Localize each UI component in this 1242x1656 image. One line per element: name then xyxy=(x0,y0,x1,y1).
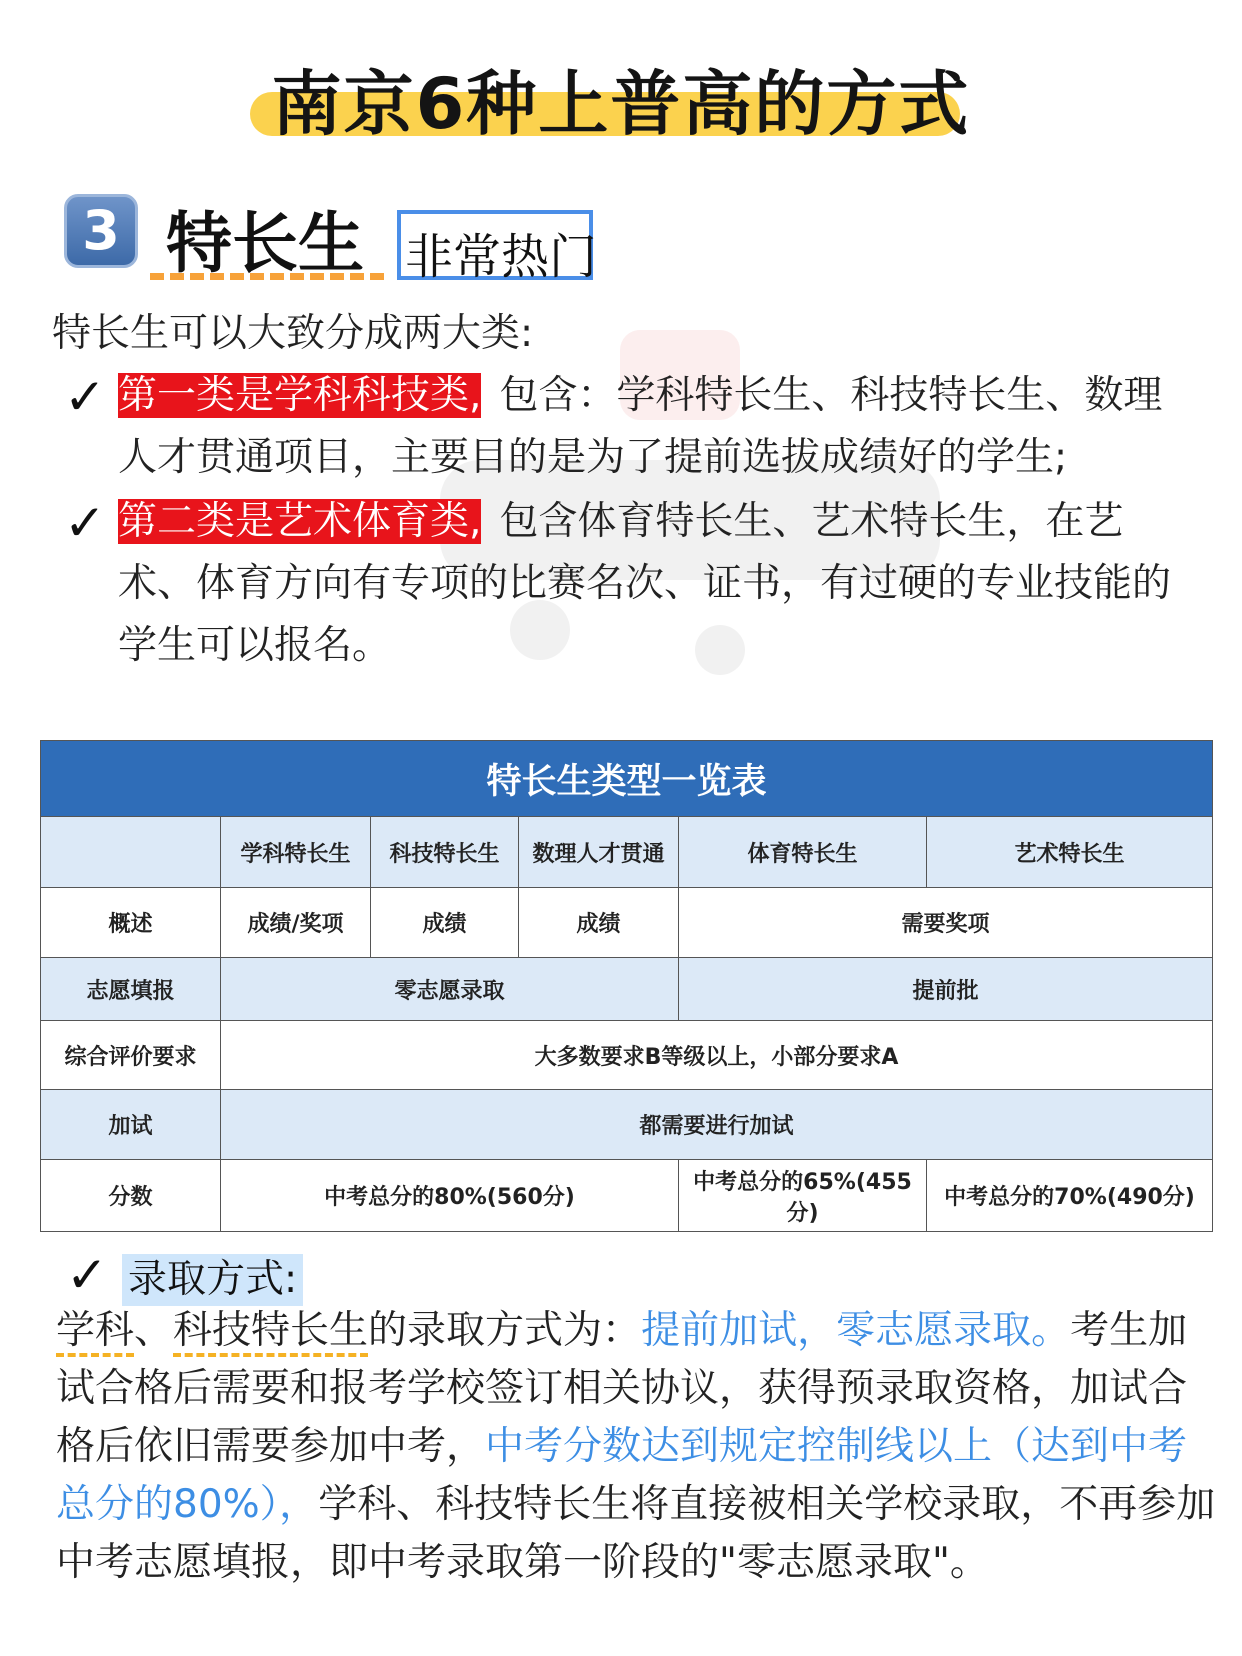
section-title-underline xyxy=(150,273,384,280)
blue-highlight-text: 提前加试，零志愿录取。 xyxy=(641,1308,1071,1353)
title-wrap xyxy=(0,48,1242,149)
underlined-term: 学科 xyxy=(56,1308,134,1357)
talent-type-table xyxy=(40,740,1213,1232)
intro-item2-rest: 包含体育特长生、艺术特长生，在艺 xyxy=(499,499,1124,544)
row-label: 加试 xyxy=(41,1090,221,1160)
column-header: 体育特长生 xyxy=(679,817,927,888)
table-cell: 成绩/奖项 xyxy=(221,888,371,958)
admission-paragraph xyxy=(56,1302,1216,1592)
table-row xyxy=(41,1021,1213,1090)
row-label: 分数 xyxy=(41,1160,221,1232)
column-header: 学科特长生 xyxy=(221,817,371,888)
paragraph-text: 学科、科技特长生将直接被相关学校录取，不再参加中考志愿填报，即中考录取第一阶段的"零志愿录取"。 xyxy=(56,1482,1216,1585)
blue-highlight-text: 中考分数达到规定控制线以上（达到中考总分的80%）， xyxy=(56,1424,1188,1527)
intro-item1-rest: 包含：学科特长生、科技特长生、数理 xyxy=(499,373,1163,418)
intro-item1-line2: 人才贯通项目，主要目的是为了提前选拔成绩好的学生; xyxy=(118,435,1068,480)
admission-label: 录取方式: xyxy=(122,1254,303,1306)
table-cell: 中考总分的80%(560分) xyxy=(221,1160,679,1232)
column-header: 数理人才贯通 xyxy=(519,817,679,888)
table-header-row xyxy=(41,817,1213,888)
table-cell: 都需要进行加试 xyxy=(221,1090,1213,1160)
section-title: 特长生 xyxy=(166,205,364,282)
paragraph-text: 考生加试合格后需要和报考学校签订相关协议，获得预录取资格，加试合格后依旧需要参加中考， xyxy=(56,1308,1188,1469)
table-row xyxy=(41,888,1213,958)
intro-lead: 特长生可以大致分成两大类: xyxy=(52,311,534,356)
hot-tag-label: 非常热门 xyxy=(405,229,598,285)
table-cell: 成绩 xyxy=(519,888,679,958)
intro-item1-highlight: 第一类是学科科技类, xyxy=(118,373,482,418)
table-cell: 成绩 xyxy=(371,888,519,958)
underlined-term: 科技特长生 xyxy=(173,1308,368,1357)
row-label: 综合评价要求 xyxy=(41,1021,221,1090)
table-cell: 提前批 xyxy=(679,958,1213,1021)
table-corner-cell xyxy=(41,817,221,888)
intro-item2-line1 xyxy=(118,488,1123,556)
section-number-badge: 3 xyxy=(64,194,138,268)
intro-item1-line1 xyxy=(118,362,1162,430)
table-title: 特长生类型一览表 xyxy=(41,741,1213,817)
table-row xyxy=(41,1090,1213,1160)
intro-item2-highlight: 第二类是艺术体育类, xyxy=(118,499,482,544)
paragraph-text: 的录取方式为： xyxy=(368,1308,642,1353)
column-header: 艺术特长生 xyxy=(927,817,1213,888)
check-icon: ✓ xyxy=(64,368,106,426)
column-header: 科技特长生 xyxy=(371,817,519,888)
page-title: 南京6种上普高的方式 xyxy=(271,63,971,145)
check-icon: ✓ xyxy=(64,494,106,552)
row-label: 志愿填报 xyxy=(41,958,221,1021)
table-cell: 中考总分的65%(455分) xyxy=(679,1160,927,1232)
intro-item2-line2: 术、体育方向有专项的比赛名次、证书，有过硬的专业技能的 xyxy=(118,561,1172,606)
table-row xyxy=(41,1160,1213,1232)
intro-item2-line3: 学生可以报名。 xyxy=(118,623,392,668)
table-cell: 需要奖项 xyxy=(679,888,1213,958)
table-cell: 零志愿录取 xyxy=(221,958,679,1021)
separator-text: 、 xyxy=(134,1308,174,1353)
row-label: 概述 xyxy=(41,888,221,958)
table-cell: 大多数要求B等级以上，小部分要求A xyxy=(221,1021,1213,1090)
table-row xyxy=(41,958,1213,1021)
table-cell: 中考总分的70%(490分) xyxy=(927,1160,1213,1232)
check-icon: ✓ xyxy=(66,1246,108,1304)
